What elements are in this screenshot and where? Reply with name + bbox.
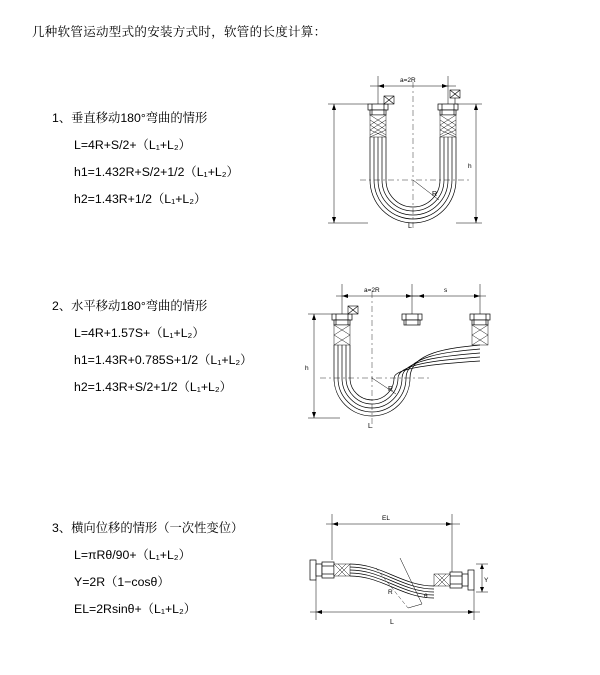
section-3-formula-3: EL=2Rsinθ+（L₁+L₂） bbox=[74, 602, 197, 616]
svg-text:L: L bbox=[390, 619, 394, 626]
svg-text:h: h bbox=[468, 163, 472, 170]
lateral-offset-diagram bbox=[290, 508, 500, 638]
svg-text:a=2R: a=2R bbox=[400, 77, 416, 84]
svg-text:EL: EL bbox=[382, 515, 390, 522]
section-2-formula-2: h1=1.43R+0.785S+1/2（L₁+L₂） bbox=[74, 353, 253, 367]
vertical-180-bend-diagram bbox=[300, 68, 510, 268]
section-2-title: 2、水平移动180°弯曲的情形 bbox=[52, 299, 208, 313]
section-1-text bbox=[52, 108, 302, 207]
svg-text:L: L bbox=[368, 423, 372, 430]
svg-text:R: R bbox=[432, 191, 438, 198]
svg-text:s: s bbox=[444, 287, 448, 294]
section-2-formula-1: L=4R+1.57S+（L₁+L₂） bbox=[74, 326, 205, 340]
svg-text:R: R bbox=[388, 386, 394, 393]
svg-text:a=2R: a=2R bbox=[364, 287, 380, 294]
page-title: 几种软管运动型式的安装方式时，软管的长度计算： bbox=[32, 25, 327, 39]
section-3-formula-2: Y=2R（1−cosθ） bbox=[74, 575, 170, 589]
section-2-formula-3: h2=1.43R+S/2+1/2（L₁+L₂） bbox=[74, 380, 232, 394]
section-1-formula-3: h2=1.43R+1/2（L₁+L₂） bbox=[74, 192, 207, 206]
section-3-title: 3、横向位移的情形（一次性变位） bbox=[52, 521, 244, 535]
svg-text:Y: Y bbox=[484, 577, 489, 584]
svg-text:R: R bbox=[388, 589, 393, 596]
section-3-text bbox=[52, 518, 302, 617]
section-2-text bbox=[52, 296, 302, 395]
section-3-formula-1: L=πRθ/90+（L₁+L₂） bbox=[74, 548, 191, 562]
svg-text:θ: θ bbox=[424, 593, 428, 600]
svg-text:h: h bbox=[305, 365, 309, 372]
svg-text:L: L bbox=[408, 223, 412, 230]
section-1-formula-2: h1=1.432R+S/2+1/2（L₁+L₂） bbox=[74, 165, 239, 179]
horizontal-180-bend-diagram bbox=[300, 278, 515, 458]
section-1-title: 1、垂直移动180°弯曲的情形 bbox=[52, 111, 208, 125]
section-1-formula-1: L=4R+S/2+（L₁+L₂） bbox=[74, 138, 191, 152]
